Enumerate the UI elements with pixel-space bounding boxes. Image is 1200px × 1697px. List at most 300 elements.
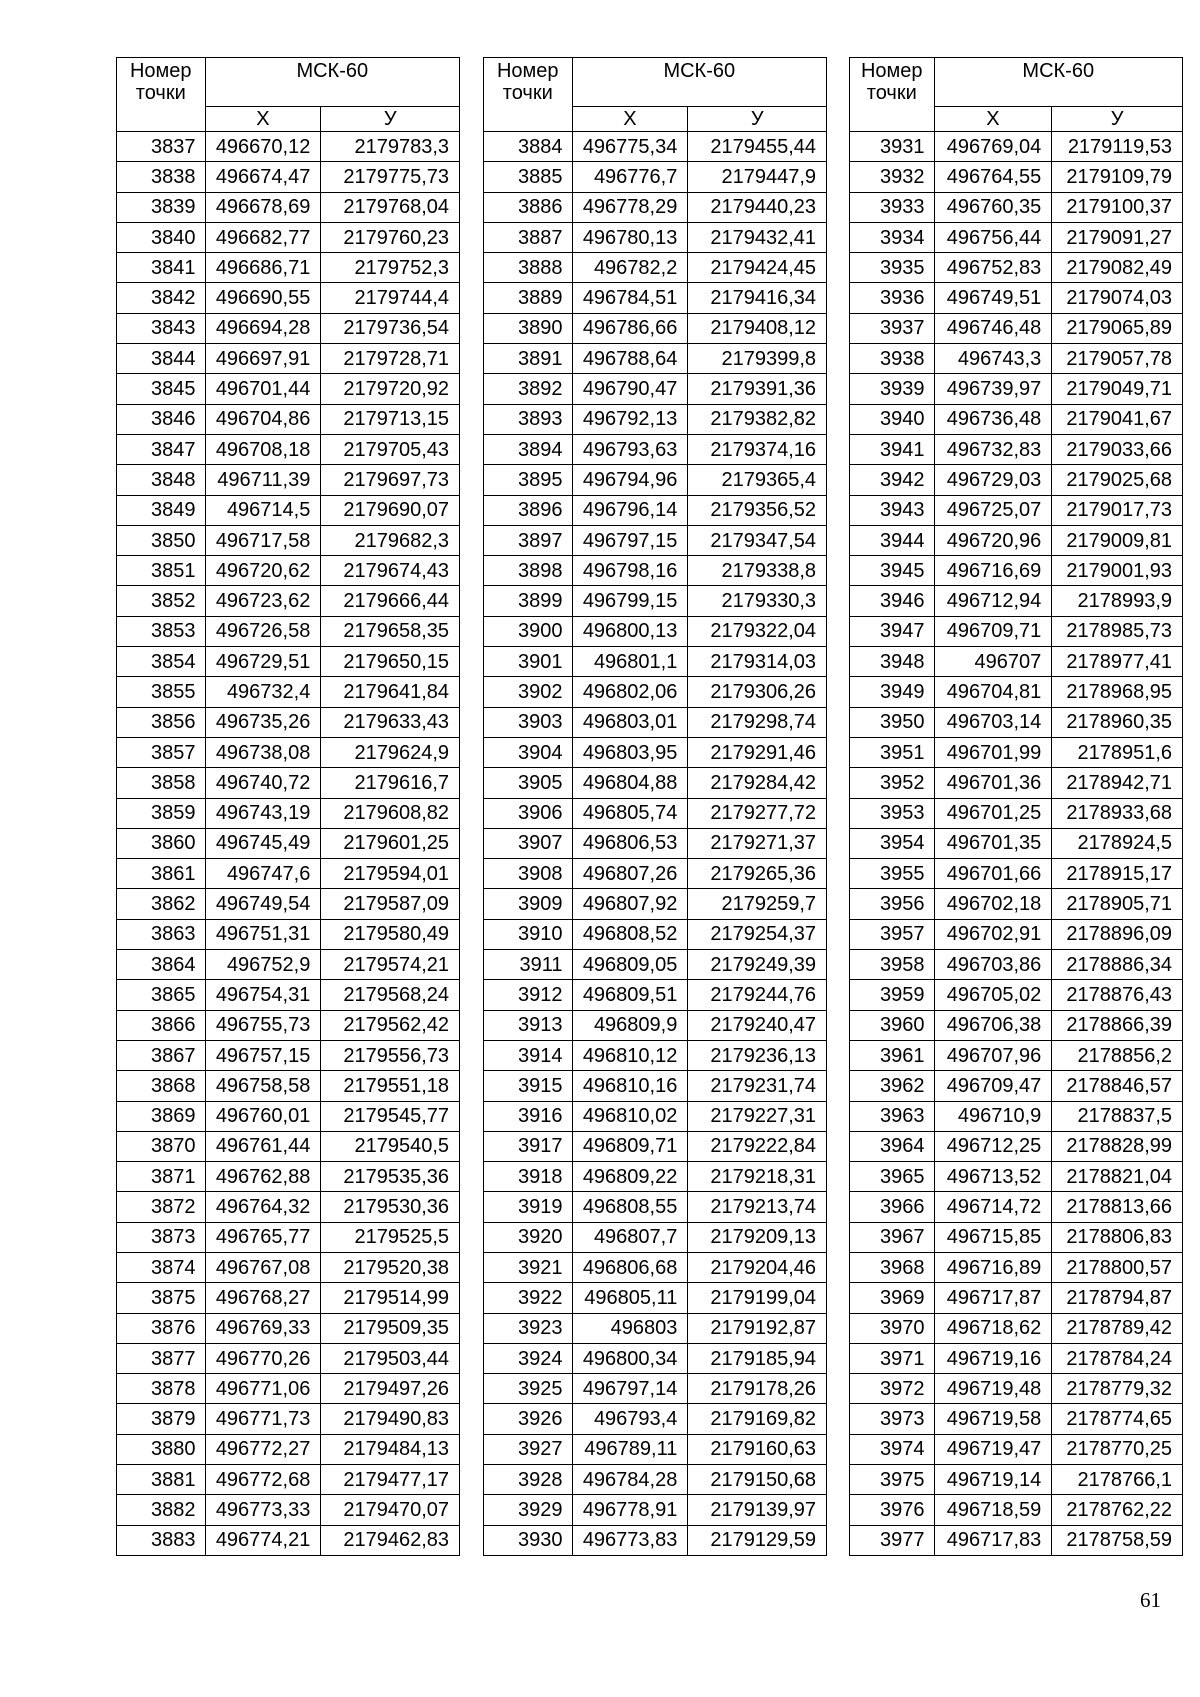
y-coordinate-cell: 2179509,35 (321, 1313, 460, 1343)
table-row (117, 525, 460, 555)
table-row (484, 1222, 827, 1252)
point-number-cell: 3939 (850, 374, 935, 404)
x-coordinate-cell: 496803 (572, 1313, 688, 1343)
point-number-cell: 3871 (117, 1162, 206, 1192)
y-coordinate-cell: 2179408,12 (688, 313, 827, 343)
x-coordinate-cell: 496793,63 (572, 434, 688, 464)
x-coordinate-cell: 496778,29 (572, 192, 688, 222)
table-row (850, 1192, 1183, 1222)
table-row (117, 1010, 460, 1040)
table-row (850, 677, 1183, 707)
table-row (117, 1404, 460, 1434)
point-number-cell: 3868 (117, 1071, 206, 1101)
y-coordinate-cell: 2178856,2 (1052, 1040, 1183, 1070)
point-number-cell: 3901 (484, 647, 573, 677)
y-coordinate-cell: 2179178,26 (688, 1374, 827, 1404)
point-number-cell: 3900 (484, 616, 573, 646)
table-row (484, 1313, 827, 1343)
x-coordinate-cell: 496762,88 (205, 1162, 321, 1192)
table-row (484, 1252, 827, 1282)
table-row (117, 222, 460, 252)
table-row (117, 1283, 460, 1313)
y-coordinate-cell: 2179017,73 (1052, 495, 1183, 525)
y-coordinate-cell: 2179760,23 (321, 222, 460, 252)
y-coordinate-cell: 2178789,42 (1052, 1313, 1183, 1343)
point-number-cell: 3921 (484, 1252, 573, 1282)
x-coordinate-cell: 496719,48 (934, 1374, 1052, 1404)
x-coordinate-cell: 496735,26 (205, 707, 321, 737)
table-row (484, 1404, 827, 1434)
point-number-cell: 3892 (484, 374, 573, 404)
y-coordinate-cell: 2179074,03 (1052, 283, 1183, 313)
y-coordinate-cell: 2178794,87 (1052, 1283, 1183, 1313)
point-number-cell: 3855 (117, 677, 206, 707)
y-coordinate-cell: 2178846,57 (1052, 1071, 1183, 1101)
y-column-header: У (321, 107, 460, 132)
x-coordinate-cell: 496778,91 (572, 1495, 688, 1525)
point-header-line2: точки (135, 82, 186, 104)
y-coordinate-cell: 2179382,82 (688, 404, 827, 434)
point-number-cell: 3849 (117, 495, 206, 525)
page-number: 61 (1140, 1588, 1161, 1612)
point-number-cell: 3918 (484, 1162, 573, 1192)
point-number-cell: 3975 (850, 1465, 935, 1495)
point-number-cell: 3953 (850, 798, 935, 828)
x-coordinate-cell: 496717,83 (934, 1525, 1052, 1555)
x-coordinate-cell: 496756,44 (934, 222, 1052, 252)
coordinates-table-1 (116, 57, 460, 1556)
y-coordinate-cell: 2178766,1 (1052, 1465, 1183, 1495)
x-coordinate-cell: 496711,39 (205, 465, 321, 495)
point-number-cell: 3943 (850, 495, 935, 525)
table-row (484, 798, 827, 828)
table-row (484, 222, 827, 252)
x-coordinate-cell: 496702,18 (934, 889, 1052, 919)
x-coordinate-cell: 496790,47 (572, 374, 688, 404)
y-coordinate-cell: 2179568,24 (321, 980, 460, 1010)
y-coordinate-cell: 2179065,89 (1052, 313, 1183, 343)
table-row (484, 1101, 827, 1131)
table-row (484, 1374, 827, 1404)
y-coordinate-cell: 2179432,41 (688, 222, 827, 252)
y-coordinate-cell: 2179244,76 (688, 980, 827, 1010)
point-number-cell: 3885 (484, 162, 573, 192)
x-coordinate-cell: 496743,19 (205, 798, 321, 828)
y-coordinate-cell: 2179601,25 (321, 828, 460, 858)
point-number-cell: 3905 (484, 768, 573, 798)
x-coordinate-cell: 496771,06 (205, 1374, 321, 1404)
point-number-cell: 3902 (484, 677, 573, 707)
table-row (117, 1465, 460, 1495)
y-coordinate-cell: 2178968,95 (1052, 677, 1183, 707)
x-coordinate-cell: 496772,68 (205, 1465, 321, 1495)
y-coordinate-cell: 2179580,49 (321, 919, 460, 949)
point-number-cell: 3974 (850, 1434, 935, 1464)
x-coordinate-cell: 496751,31 (205, 919, 321, 949)
table-row (117, 647, 460, 677)
y-coordinate-cell: 2179240,47 (688, 1010, 827, 1040)
table-row (117, 798, 460, 828)
y-coordinate-cell: 2179682,3 (321, 525, 460, 555)
y-coordinate-cell: 2178905,71 (1052, 889, 1183, 919)
point-number-cell: 3893 (484, 404, 573, 434)
y-coordinate-cell: 2179025,68 (1052, 465, 1183, 495)
y-coordinate-cell: 2179082,49 (1052, 253, 1183, 283)
table-row (484, 1192, 827, 1222)
x-coordinate-cell: 496732,4 (205, 677, 321, 707)
x-coordinate-cell: 496806,53 (572, 828, 688, 858)
table-row (117, 616, 460, 646)
table-row (850, 616, 1183, 646)
point-number-cell: 3906 (484, 798, 573, 828)
x-coordinate-cell: 496714,5 (205, 495, 321, 525)
x-coordinate-cell: 496796,14 (572, 495, 688, 525)
point-number-cell: 3897 (484, 525, 573, 555)
x-coordinate-cell: 496716,89 (934, 1252, 1052, 1282)
table-row (484, 434, 827, 464)
point-number-cell: 3896 (484, 495, 573, 525)
point-number-cell: 3941 (850, 434, 935, 464)
x-coordinate-cell: 496694,28 (205, 313, 321, 343)
point-number-cell: 3844 (117, 344, 206, 374)
table-row (117, 980, 460, 1010)
y-coordinate-cell: 2179594,01 (321, 859, 460, 889)
x-coordinate-cell: 496802,06 (572, 677, 688, 707)
y-coordinate-cell: 2178758,59 (1052, 1525, 1183, 1555)
x-coordinate-cell: 496772,27 (205, 1434, 321, 1464)
point-number-cell: 3934 (850, 222, 935, 252)
table-row (484, 404, 827, 434)
table-row (484, 313, 827, 343)
point-number-cell: 3912 (484, 980, 573, 1010)
point-number-cell: 3837 (117, 132, 206, 162)
x-coordinate-cell: 496738,08 (205, 737, 321, 767)
table-row (484, 647, 827, 677)
point-number-cell: 3949 (850, 677, 935, 707)
point-number-cell: 3852 (117, 586, 206, 616)
y-coordinate-cell: 2178951,6 (1052, 737, 1183, 767)
point-number-cell: 3932 (850, 162, 935, 192)
x-coordinate-cell: 496800,13 (572, 616, 688, 646)
table-row (117, 253, 460, 283)
point-number-cell: 3942 (850, 465, 935, 495)
point-number-cell: 3944 (850, 525, 935, 555)
point-number-cell: 3848 (117, 465, 206, 495)
y-coordinate-cell: 2179041,67 (1052, 404, 1183, 434)
y-coordinate-cell: 2178784,24 (1052, 1343, 1183, 1373)
table-row (117, 313, 460, 343)
x-coordinate-cell: 496714,72 (934, 1192, 1052, 1222)
x-coordinate-cell: 496782,2 (572, 253, 688, 283)
x-coordinate-cell: 496792,13 (572, 404, 688, 434)
y-coordinate-cell: 2179199,04 (688, 1283, 827, 1313)
y-coordinate-cell: 2179236,13 (688, 1040, 827, 1070)
table-row (484, 707, 827, 737)
point-number-cell: 3908 (484, 859, 573, 889)
y-coordinate-cell: 2178896,09 (1052, 919, 1183, 949)
point-number-cell: 3962 (850, 1071, 935, 1101)
y-coordinate-cell: 2178813,66 (1052, 1192, 1183, 1222)
point-number-cell: 3850 (117, 525, 206, 555)
x-coordinate-cell: 496732,83 (934, 434, 1052, 464)
y-coordinate-cell: 2179503,44 (321, 1343, 460, 1373)
y-column-header: У (1052, 107, 1183, 132)
table-row (117, 1252, 460, 1282)
y-coordinate-cell: 2179057,78 (1052, 344, 1183, 374)
y-coordinate-cell: 2179231,74 (688, 1071, 827, 1101)
y-coordinate-cell: 2179514,99 (321, 1283, 460, 1313)
table-row (117, 889, 460, 919)
table-row (484, 344, 827, 374)
y-coordinate-cell: 2179447,9 (688, 162, 827, 192)
table-row (117, 1222, 460, 1252)
table-row (850, 1131, 1183, 1161)
table-row (484, 556, 827, 586)
table-row (850, 1071, 1183, 1101)
table-row (850, 313, 1183, 343)
x-coordinate-cell: 496768,27 (205, 1283, 321, 1313)
y-coordinate-cell: 2179204,46 (688, 1252, 827, 1282)
x-coordinate-cell: 496773,83 (572, 1525, 688, 1555)
table-row (850, 162, 1183, 192)
x-coordinate-cell: 496713,52 (934, 1162, 1052, 1192)
y-coordinate-cell: 2179330,3 (688, 586, 827, 616)
point-number-cell: 3928 (484, 1465, 573, 1495)
y-coordinate-cell: 2179608,82 (321, 798, 460, 828)
y-coordinate-cell: 2179424,45 (688, 253, 827, 283)
table-row (484, 950, 827, 980)
y-coordinate-cell: 2179314,03 (688, 647, 827, 677)
table-row (117, 859, 460, 889)
y-coordinate-cell: 2178821,04 (1052, 1162, 1183, 1192)
y-coordinate-cell: 2179783,3 (321, 132, 460, 162)
y-coordinate-cell: 2179520,38 (321, 1252, 460, 1282)
table-row (850, 768, 1183, 798)
y-coordinate-cell: 2179291,46 (688, 737, 827, 767)
point-number-cell: 3916 (484, 1101, 573, 1131)
x-coordinate-cell: 496773,33 (205, 1495, 321, 1525)
point-number-cell: 3972 (850, 1374, 935, 1404)
table-row (850, 1222, 1183, 1252)
table-row (484, 1071, 827, 1101)
y-coordinate-cell: 2178779,32 (1052, 1374, 1183, 1404)
table-row (117, 1343, 460, 1373)
x-coordinate-cell: 496686,71 (205, 253, 321, 283)
point-number-cell: 3948 (850, 647, 935, 677)
table-row (117, 374, 460, 404)
x-coordinate-cell: 496804,88 (572, 768, 688, 798)
x-coordinate-cell: 496808,55 (572, 1192, 688, 1222)
table-row (850, 192, 1183, 222)
table-row (117, 132, 460, 162)
y-coordinate-cell: 2179338,8 (688, 556, 827, 586)
table-row (117, 737, 460, 767)
point-number-cell: 3917 (484, 1131, 573, 1161)
x-coordinate-cell: 496709,71 (934, 616, 1052, 646)
table-row (850, 859, 1183, 889)
point-number-cell: 3866 (117, 1010, 206, 1040)
table-row (484, 1040, 827, 1070)
y-coordinate-cell: 2179641,84 (321, 677, 460, 707)
x-coordinate-cell: 496712,94 (934, 586, 1052, 616)
x-coordinate-cell: 496809,22 (572, 1162, 688, 1192)
y-coordinate-cell: 2179462,83 (321, 1525, 460, 1555)
table-row (117, 828, 460, 858)
y-coordinate-cell: 2179227,31 (688, 1101, 827, 1131)
y-coordinate-cell: 2178866,39 (1052, 1010, 1183, 1040)
point-number-cell: 3922 (484, 1283, 573, 1313)
point-number-cell: 3882 (117, 1495, 206, 1525)
y-column-header: У (688, 107, 827, 132)
table-row (117, 1525, 460, 1555)
point-number-cell: 3964 (850, 1131, 935, 1161)
point-number-cell: 3959 (850, 980, 935, 1010)
table-row (484, 1495, 827, 1525)
point-number-cell: 3925 (484, 1374, 573, 1404)
y-coordinate-cell: 2179109,79 (1052, 162, 1183, 192)
y-coordinate-cell: 2179416,34 (688, 283, 827, 313)
x-coordinate-cell: 496771,73 (205, 1404, 321, 1434)
x-coordinate-cell: 496769,33 (205, 1313, 321, 1343)
y-coordinate-cell: 2179100,37 (1052, 192, 1183, 222)
point-number-cell: 3872 (117, 1192, 206, 1222)
y-coordinate-cell: 2179562,42 (321, 1010, 460, 1040)
point-number-cell: 3960 (850, 1010, 935, 1040)
x-coordinate-cell: 496739,97 (934, 374, 1052, 404)
y-coordinate-cell: 2179185,94 (688, 1343, 827, 1373)
x-coordinate-cell: 496701,99 (934, 737, 1052, 767)
table-row (850, 1162, 1183, 1192)
y-coordinate-cell: 2178876,43 (1052, 980, 1183, 1010)
point-number-cell: 3946 (850, 586, 935, 616)
table-row (850, 1434, 1183, 1464)
table-row (484, 465, 827, 495)
point-header-line2: точки (502, 82, 553, 104)
point-number-cell: 3929 (484, 1495, 573, 1525)
y-coordinate-cell: 2179545,77 (321, 1101, 460, 1131)
table-row (484, 1465, 827, 1495)
y-coordinate-cell: 2179477,17 (321, 1465, 460, 1495)
y-coordinate-cell: 2179728,71 (321, 344, 460, 374)
table-row (117, 1192, 460, 1222)
point-number-cell: 3967 (850, 1222, 935, 1252)
table-row (850, 1525, 1183, 1555)
y-coordinate-cell: 2179150,68 (688, 1465, 827, 1495)
point-number-cell: 3894 (484, 434, 573, 464)
y-coordinate-cell: 2179049,71 (1052, 374, 1183, 404)
y-coordinate-cell: 2179249,39 (688, 950, 827, 980)
point-number-cell: 3910 (484, 919, 573, 949)
table-row (484, 859, 827, 889)
x-coordinate-cell: 496719,14 (934, 1465, 1052, 1495)
x-coordinate-cell: 496745,49 (205, 828, 321, 858)
y-coordinate-cell: 2179713,15 (321, 404, 460, 434)
table-row (484, 192, 827, 222)
table-row (850, 980, 1183, 1010)
x-coordinate-cell: 496757,15 (205, 1040, 321, 1070)
point-number-cell: 3874 (117, 1252, 206, 1282)
y-coordinate-cell: 2179009,81 (1052, 525, 1183, 555)
point-number-cell: 3935 (850, 253, 935, 283)
x-coordinate-cell: 496729,51 (205, 647, 321, 677)
x-coordinate-cell: 496810,16 (572, 1071, 688, 1101)
point-number-cell: 3861 (117, 859, 206, 889)
table-row (484, 1343, 827, 1373)
y-coordinate-cell: 2179658,35 (321, 616, 460, 646)
x-coordinate-cell: 496736,48 (934, 404, 1052, 434)
table-row (117, 1162, 460, 1192)
x-coordinate-cell: 496793,4 (572, 1404, 688, 1434)
x-coordinate-cell: 496718,59 (934, 1495, 1052, 1525)
y-coordinate-cell: 2179744,4 (321, 283, 460, 313)
table-row (484, 1525, 827, 1555)
point-number-cell: 3839 (117, 192, 206, 222)
point-number-cell: 3909 (484, 889, 573, 919)
y-coordinate-cell: 2179616,7 (321, 768, 460, 798)
x-coordinate-cell: 496703,14 (934, 707, 1052, 737)
x-coordinate-cell: 496705,02 (934, 980, 1052, 1010)
table-row (117, 495, 460, 525)
table-row (117, 283, 460, 313)
point-number-cell: 3970 (850, 1313, 935, 1343)
y-coordinate-cell: 2178993,9 (1052, 586, 1183, 616)
table-row (484, 253, 827, 283)
point-number-cell: 3936 (850, 283, 935, 313)
x-coordinate-cell: 496720,96 (934, 525, 1052, 555)
point-number-cell: 3875 (117, 1283, 206, 1313)
table-row (117, 1374, 460, 1404)
table-row (484, 374, 827, 404)
point-number-cell: 3865 (117, 980, 206, 1010)
point-number-cell: 3867 (117, 1040, 206, 1070)
point-header-line1: Номер (860, 60, 923, 82)
point-number-cell: 3954 (850, 828, 935, 858)
y-coordinate-cell: 2179374,16 (688, 434, 827, 464)
y-coordinate-cell: 2179254,37 (688, 919, 827, 949)
table-row (484, 1283, 827, 1313)
x-coordinate-cell: 496682,77 (205, 222, 321, 252)
point-number-cell: 3938 (850, 344, 935, 374)
point-number-cell: 3864 (117, 950, 206, 980)
point-number-cell: 3956 (850, 889, 935, 919)
point-number-cell: 3884 (484, 132, 573, 162)
point-number-header (117, 58, 206, 132)
table-row (850, 465, 1183, 495)
point-number-cell: 3847 (117, 434, 206, 464)
y-coordinate-cell: 2179160,63 (688, 1434, 827, 1464)
x-coordinate-cell: 496765,77 (205, 1222, 321, 1252)
point-number-header (484, 58, 573, 132)
table-row (850, 889, 1183, 919)
table-row (117, 1040, 460, 1070)
point-number-cell: 3841 (117, 253, 206, 283)
y-coordinate-cell: 2179001,93 (1052, 556, 1183, 586)
y-coordinate-cell: 2178762,22 (1052, 1495, 1183, 1525)
point-number-cell: 3952 (850, 768, 935, 798)
x-coordinate-cell: 496810,02 (572, 1101, 688, 1131)
point-number-cell: 3920 (484, 1222, 573, 1252)
point-number-cell: 3842 (117, 283, 206, 313)
y-coordinate-cell: 2179169,82 (688, 1404, 827, 1434)
y-coordinate-cell: 2179484,13 (321, 1434, 460, 1464)
y-coordinate-cell: 2179306,26 (688, 677, 827, 707)
x-coordinate-cell: 496729,03 (934, 465, 1052, 495)
y-coordinate-cell: 2179490,83 (321, 1404, 460, 1434)
x-coordinate-cell: 496708,18 (205, 434, 321, 464)
x-coordinate-cell: 496712,25 (934, 1131, 1052, 1161)
x-coordinate-cell: 496784,51 (572, 283, 688, 313)
point-number-cell: 3853 (117, 616, 206, 646)
